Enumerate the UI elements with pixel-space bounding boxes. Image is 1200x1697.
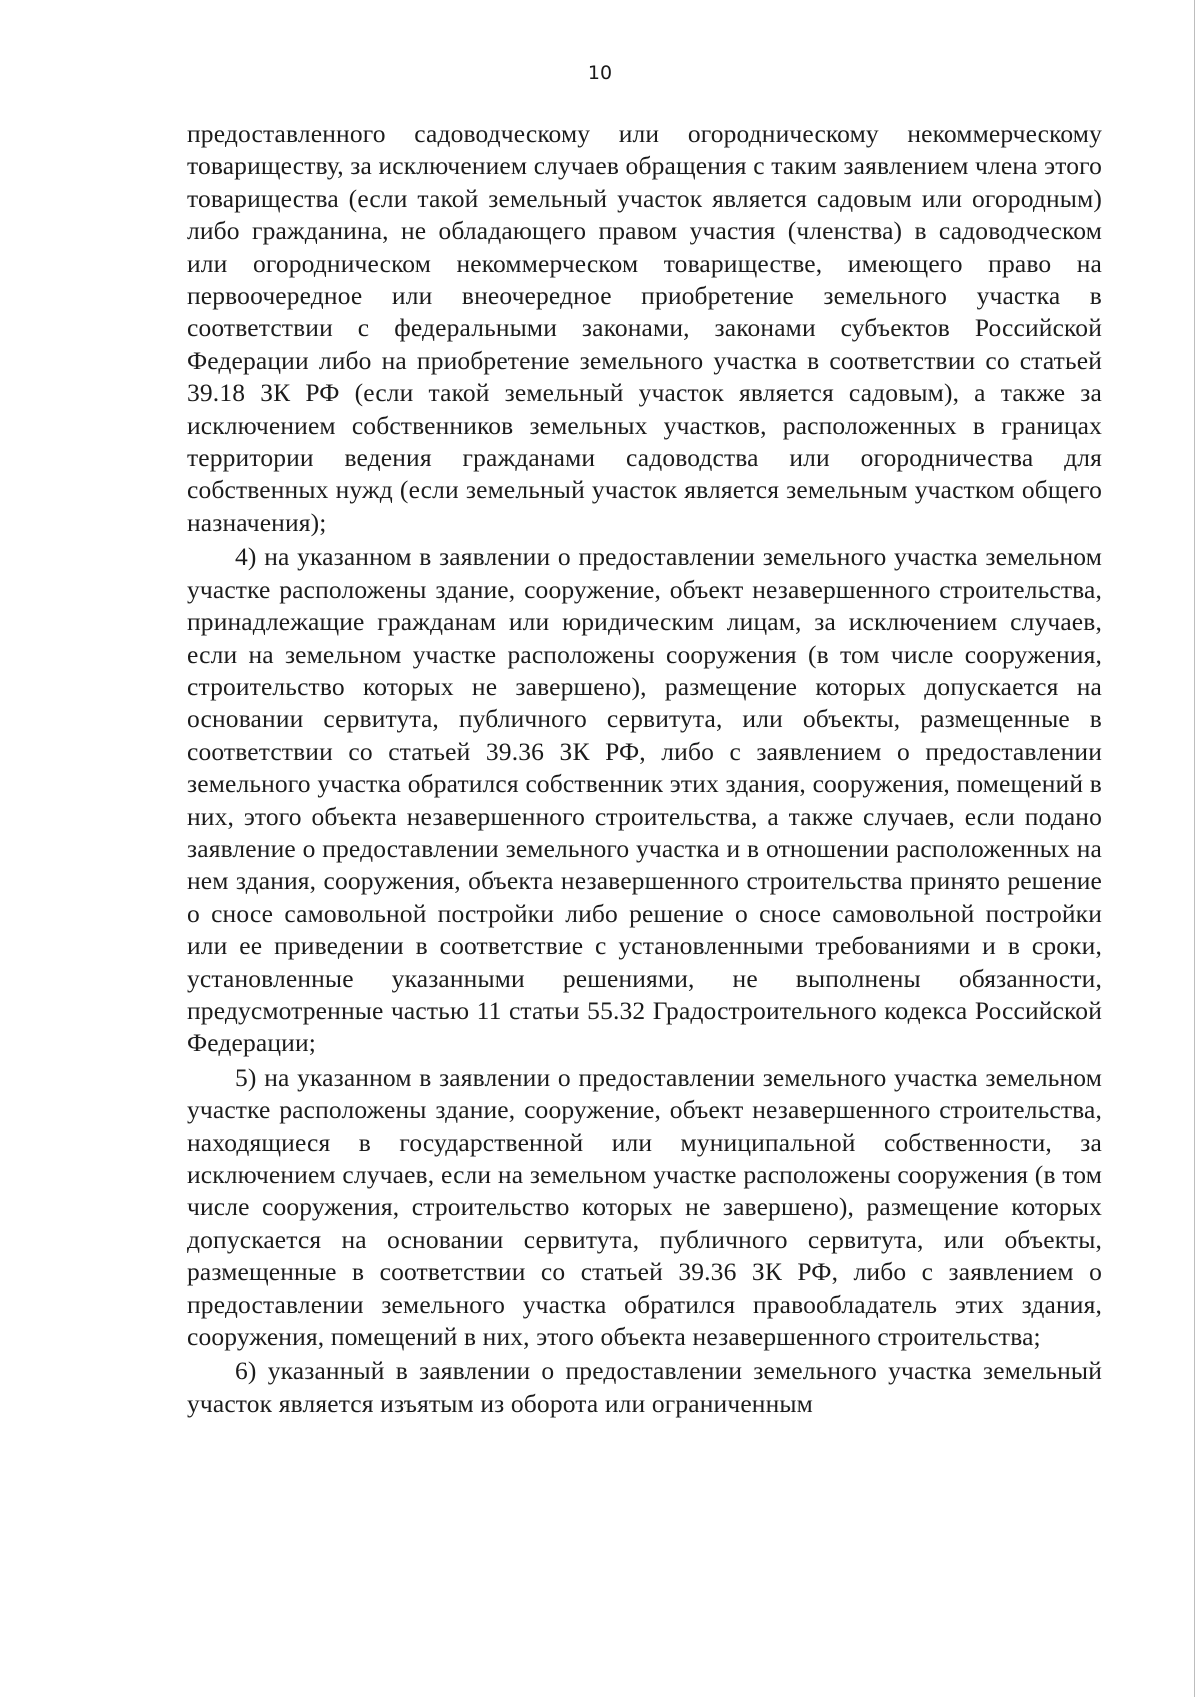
paragraph-item-4: 4) на указанном в заявлении о предоставлении земельного участка земельном участке расположены здание, сооружение, объект незавершенного строительства, принадлежащие гражданам или юридическим лицам, за исключением случаев, если на земельном участке расположены сооружения (в том числе сооружения, строительство которых не завершено), размещение которых допускается на основании сервитута, публичного сервитута, или объекты, размещенные в соответствии со статьей 39.36 ЗК РФ, либо с заявлением о предоставлении земельного участка обратился собственник этих здания, сооружения, помещений в них, этого объекта незавершенного строительства, а также случаев, если подано заявление о предоставлении земельного участка и в отношении расположенных на нем здания, сооружения, объекта незавершенного строительства принято решение о сносе самовольной постройки либо решение о сносе самовольной постройки или ее приведении в соответствие с установленными требованиями и в сроки, установленные указанными решениями, не выполнены обязанности, предусмотренные частью 11 статьи 55.32 Градостроительного кодекса Российской Федерации;	[187, 542, 1102, 1058]
document-body	[187, 118, 1102, 1422]
paragraph-item-6: 6) указанный в заявлении о предоставлении земельного участка земельный участок является изъятым из оборота или ограниченным	[187, 1356, 1102, 1418]
page-number: 10	[587, 62, 613, 84]
scan-edge-line	[1194, 0, 1195, 1697]
paragraph-item-5: 5) на указанном в заявлении о предоставлении земельного участка земельном участке расположены здание, сооружение, объект незавершенного строительства, находящиеся в государственной или муниципальной собственности, за исключением случаев, если на земельном участке расположены сооружения (в том числе сооружения, строительство которых не завершено), размещение которых допускается на основании сервитута, публичного сервитута, или объекты, размещенные в соответствии со статьей 39.36 ЗК РФ, либо с заявлением о предоставлении земельного участка обратился правообладатель этих здания, сооружения, помещений в них, этого объекта незавершенного строительства;	[187, 1062, 1102, 1352]
paragraph-continuation: предоставленного садоводческому или огородническому некоммерческому товариществу, за исключением случаев обращения с таким заявлением члена этого товарищества (если такой земельный участок является садовым или огородным) либо гражданина, не обладающего правом участия (членства) в садоводческом или огородническом некоммерческом товариществе, имеющего право на первоочередное или внеочередное приобретение земельного участка в соответствии с федеральными законами, законами субъектов Российской Федерации либо на приобретение земельного участка в соответствии со статьей 39.18 ЗК РФ (если такой земельный участок является садовым), а также за исключением собственников земельных участков, расположенных в границах территории ведения гражданами садоводства или огородничества для собственных нужд (если земельный участок является земельным участком общего назначения);	[187, 119, 1102, 537]
